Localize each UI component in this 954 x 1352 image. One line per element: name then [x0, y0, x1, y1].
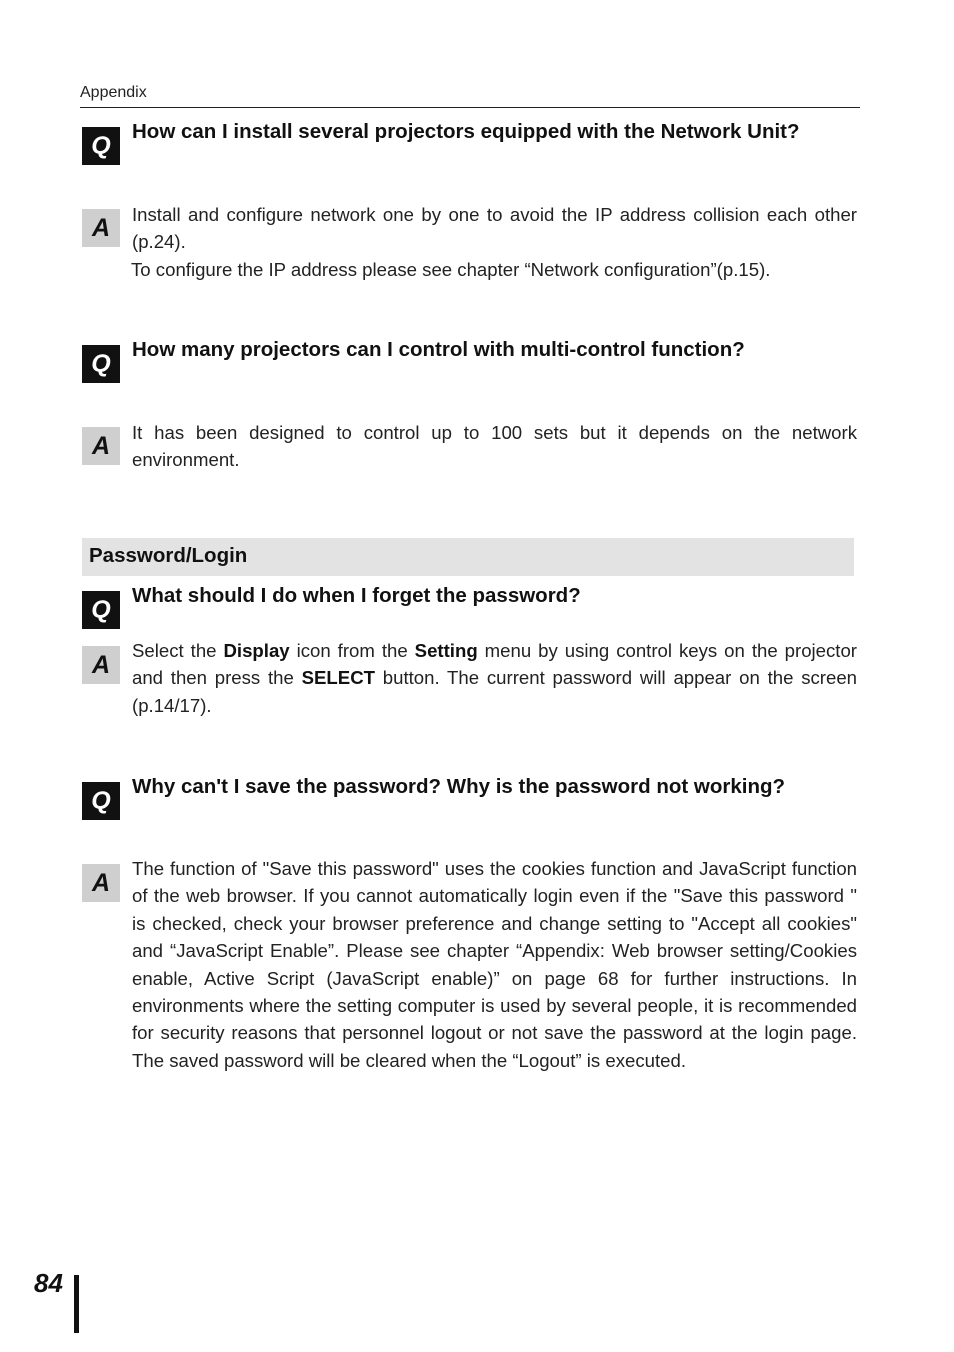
question-text: What should I do when I forget the password? [132, 584, 581, 607]
answer-badge: A [82, 864, 120, 902]
answer-text-part: icon from the [289, 640, 415, 661]
question-badge: Q [82, 345, 120, 383]
question-badge: Q [82, 591, 120, 629]
answer-badge: A [82, 209, 120, 247]
section-heading-bar [82, 538, 854, 576]
page-number-bar [74, 1275, 79, 1333]
answer-badge: A [82, 646, 120, 684]
answer-text-extra: To configure the IP address please see chapter “Network configuration”(p.15). [131, 259, 771, 280]
page-number: 84 [34, 1268, 63, 1298]
question-badge: Q [82, 782, 120, 820]
answer-text-part: menu by using control keys on the projector and then press the [132, 640, 857, 689]
select-term: SELECT [301, 667, 375, 689]
answer-badge: A [82, 427, 120, 465]
answer-text: The function of "Save this password" uses the cookies function and JavaScript function of the web browser. If you cannot automatically login even if the "Save this password " is checked, check your browser preference and change setting to "Accept all cookies" and “JavaScript Enable”. Please see chapter “Appendix: Web browser setting/Cookies enable, Active Script (JavaScript enable)” on page 68 for further instructions. In environments where the setting computer is used by several people, it is recommended for security reasons that personnel logout or not save the password at the login page. The saved password will be cleared when the “Logout” is executed. [132, 858, 857, 1071]
question-text: How can I install several projectors equipped with the Network Unit? [132, 120, 800, 143]
answer-text [132, 637, 857, 719]
section-title: Password/Login [89, 544, 248, 567]
question-text: Why can't I save the password? Why is the password not working? [132, 775, 786, 798]
answer-text: It has been designed to control up to 100 sets but it depends on the network environment. [132, 422, 857, 471]
display-term: Display [223, 640, 290, 661]
answer-text-part: button. The current password will appear on the screen (p.14/17). [132, 667, 857, 716]
question-badge: Q [82, 127, 120, 165]
setting-term: Setting [414, 640, 478, 661]
header-rule [80, 107, 860, 108]
answer-text-part: Select the [132, 640, 224, 661]
running-header: Appendix [80, 84, 147, 101]
question-text: How many projectors can I control with multi-control function? [132, 338, 745, 361]
answer-text: Install and configure network one by one to avoid the IP address collision each other (p.24). [132, 204, 857, 253]
